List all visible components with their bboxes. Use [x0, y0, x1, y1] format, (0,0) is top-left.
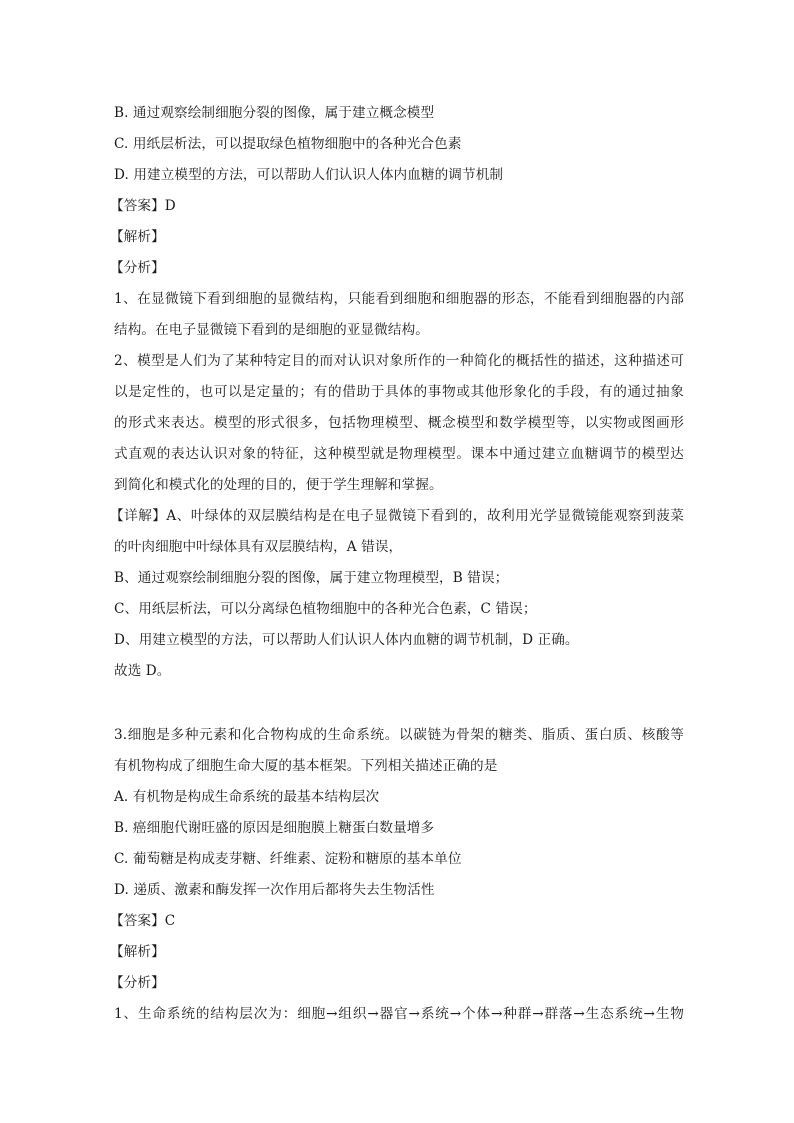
q2-fenxi-heading: 【分析】 — [110, 260, 165, 276]
q2-answer: 【答案】D — [110, 198, 176, 214]
q3-stem-line: 3.细胞是多种元素和化合物构成的生命系统。以碳链为骨架的糖类、脂质、蛋白质、核酸等 — [114, 727, 684, 743]
q2-point2-line: 式直观的表达认识对象的特征，这种模型就是物理模型。课本中通过建立血糖调节的模型达 — [114, 446, 684, 462]
q2-option-b: B. 通过观察绘制细胞分裂的图像，属于建立概念模型 — [114, 105, 435, 121]
q2-point1-line: 1、在显微镜下看到细胞的显微结构，只能看到细胞和细胞器的形态，不能看到细胞器的内部 — [114, 291, 684, 307]
q2-detail-line: 的叶肉细胞中叶绿体具有双层膜结构，A 错误， — [114, 539, 403, 555]
q3-option-c: C. 葡萄糖是构成麦芽糖、纤维素、淀粉和糖原的基本单位 — [114, 851, 462, 867]
q2-detail-line: B、通过观察绘制细胞分裂的图像，属于建立物理模型，B 错误； — [114, 570, 509, 586]
q2-point2-line: 到简化和模式化的处理的目的，便于学生理解和掌握。 — [114, 477, 443, 493]
q2-detail-line: C、用纸层析法，可以分离绿色植物细胞中的各种光合色素，C 错误； — [114, 601, 537, 617]
q3-analysis-heading: 【解析】 — [110, 944, 165, 960]
q2-option-c: C. 用纸层析法，可以提取绿色植物细胞中的各种光合色素 — [114, 136, 462, 152]
q3-option-d: D. 递质、激素和酶发挥一次作用后都将失去生物活性 — [114, 882, 435, 898]
q2-detail-line: 【详解】A、叶绿体的双层膜结构是在电子显微镜下看到的，故利用光学显微镜能观察到菠菜 — [110, 508, 684, 524]
q2-point2-line: 的形式来表达。模型的形式很多，包括物理模型、概念模型和数学模型等，以实物或图画形 — [114, 415, 684, 431]
q3-point1-line: 1、生命系统的结构层次为：细胞→组织→器官→系统→个体→种群→群落→生态系统→生物 — [114, 1006, 684, 1022]
q2-conclusion: 故选 D。 — [114, 663, 171, 679]
q3-option-a: A. 有机物是构成生命系统的最基本结构层次 — [114, 789, 380, 805]
q3-stem-line: 有机物构成了细胞生命大厦的基本框架。下列相关描述正确的是 — [114, 758, 498, 774]
q2-point2-line: 2、模型是人们为了某种特定目的而对认识对象所作的一种简化的概括性的描述，这种描述可 — [114, 353, 684, 369]
q2-analysis-heading: 【解析】 — [110, 229, 165, 245]
q3-answer: 【答案】C — [110, 913, 176, 929]
q3-fenxi-heading: 【分析】 — [110, 975, 165, 991]
q2-point1-line: 结构。在电子显微镜下看到的是细胞的亚显微结构。 — [114, 322, 429, 338]
q2-point2-line: 以是定性的，也可以是定量的；有的借助于具体的事物或其他形象化的手段，有的通过抽象 — [114, 384, 684, 400]
q3-option-b: B. 癌细胞代谢旺盛的原因是细胞膜上糖蛋白数量增多 — [114, 820, 435, 836]
q2-option-d: D. 用建立模型的方法，可以帮助人们认识人体内血糖的调节机制 — [114, 167, 504, 183]
q2-detail-line: D、用建立模型的方法，可以帮助人们认识人体内血糖的调节机制，D 正确。 — [114, 632, 579, 648]
